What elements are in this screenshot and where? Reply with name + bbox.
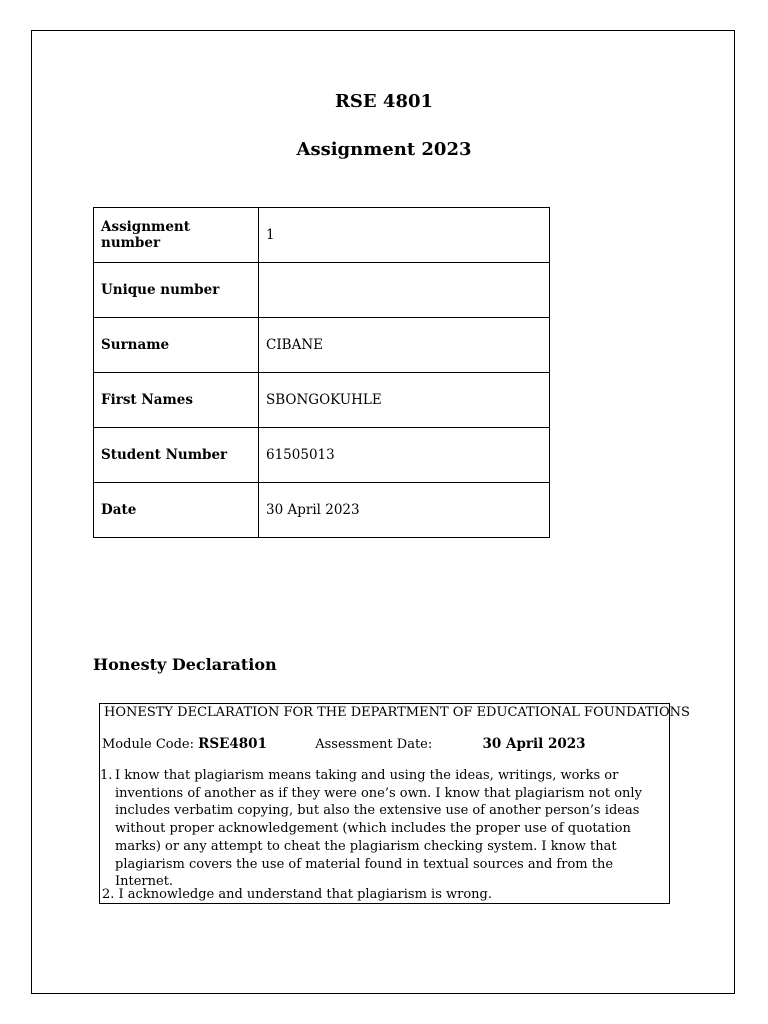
table-row xyxy=(94,373,550,428)
table-row xyxy=(94,483,550,538)
row-label: Date xyxy=(94,483,259,538)
assessment-date-label: Assessment Date: xyxy=(315,737,433,752)
item-number: 1. xyxy=(100,768,113,783)
item-text: I know that plagiarism means taking and using the ideas, writings, works or inventions of another as if they were one’s own. I know that plagiarism not only includes verbatim copying, but also the extensive use of another person’s ideas without proper acknowledgement (which includes the proper use of quotation marks) or any attempt to cheat the plagiarism checking system. I know that plagiarism covers the use of material found in textual sources and from the Internet. xyxy=(115,768,642,890)
student-info-table xyxy=(93,207,550,538)
module-code-value: RSE4801 xyxy=(198,736,267,752)
row-value: 61505013 xyxy=(259,428,550,483)
module-code-label: Module Code: xyxy=(102,737,194,752)
row-value xyxy=(259,263,550,318)
row-label: Unique number xyxy=(94,263,259,318)
table-row xyxy=(94,318,550,373)
honesty-declaration-box xyxy=(99,703,690,904)
honesty-declaration-heading: Honesty Declaration xyxy=(93,655,277,674)
row-label: Surname xyxy=(94,318,259,373)
table-row xyxy=(94,208,550,263)
course-code-title: RSE 4801 xyxy=(334,91,434,112)
module-code-line xyxy=(102,736,586,752)
row-label: Assignment number xyxy=(94,208,259,263)
declaration-box-title: HONESTY DECLARATION FOR THE DEPARTMENT OF EDUCATIONAL FOUNDATIONS xyxy=(104,705,690,720)
row-value: 1 xyxy=(259,208,550,263)
assignment-title: Assignment 2023 xyxy=(296,139,472,160)
row-label: First Names xyxy=(94,373,259,428)
row-value: 30 April 2023 xyxy=(259,483,550,538)
row-value: CIBANE xyxy=(259,318,550,373)
row-value: SBONGOKUHLE xyxy=(259,373,550,428)
declaration-item-2: 2. I acknowledge and understand that plagiarism is wrong. xyxy=(102,887,493,902)
row-label: Student Number xyxy=(94,428,259,483)
declaration-item-1 xyxy=(100,767,670,891)
table-row xyxy=(94,263,550,318)
assessment-date-value: 30 April 2023 xyxy=(482,736,586,752)
table-row xyxy=(94,428,550,483)
